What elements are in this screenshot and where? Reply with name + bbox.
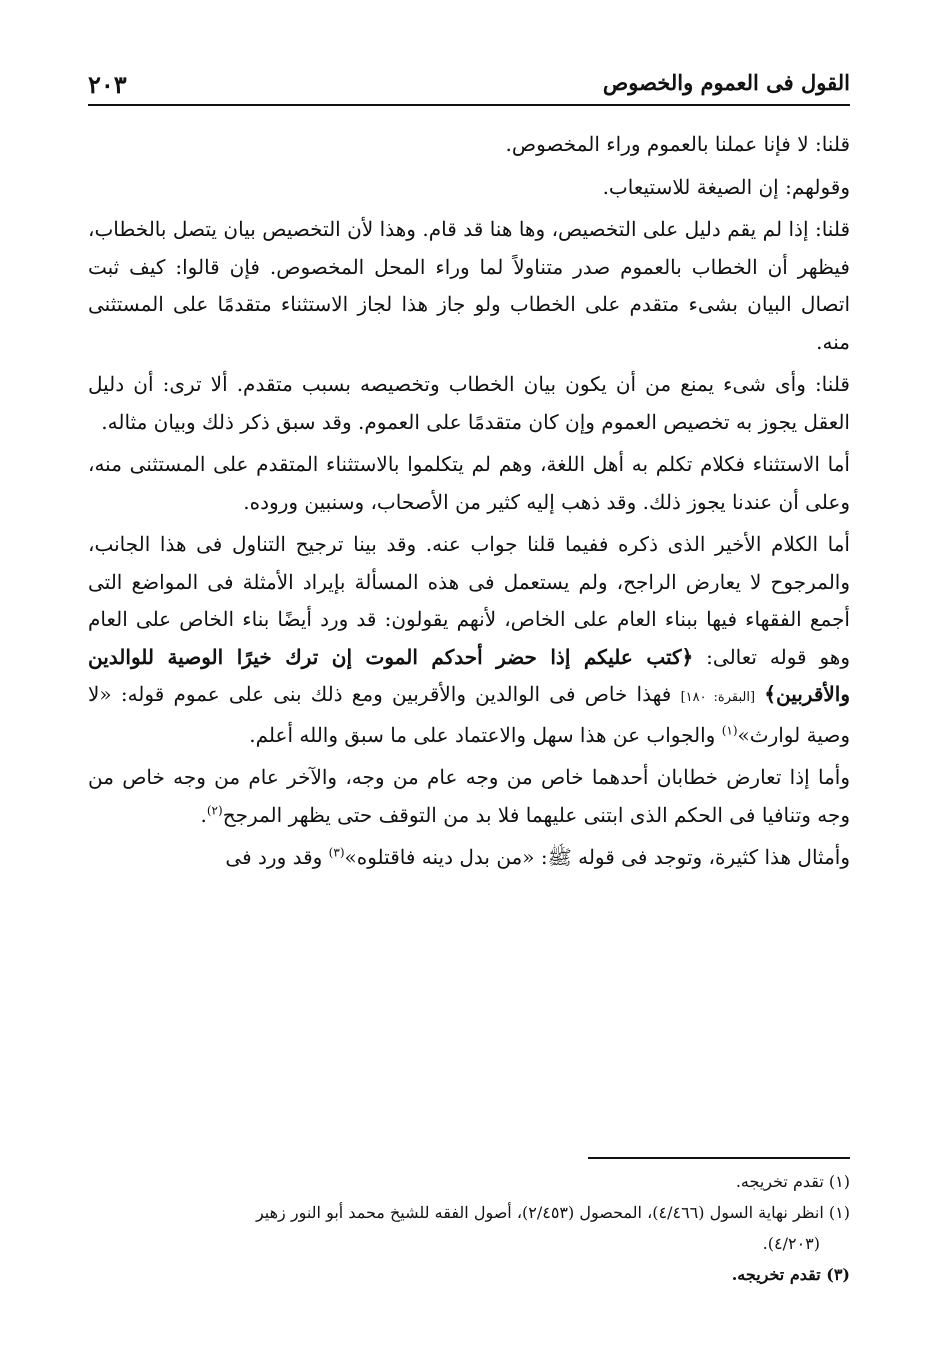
paragraph-8: [88, 839, 850, 877]
footnotes: [88, 1166, 850, 1290]
paragraph-6-text-c: والجواب عن هذا سهل والاعتماد على ما سبق والله أعلم.: [249, 722, 716, 747]
footnote-marker-1[interactable]: (١): [721, 722, 738, 737]
paragraph-7: [88, 759, 850, 834]
paragraph-2: وقولهم: إن الصيغة للاستيعاب.: [602, 174, 850, 199]
paragraph-6: [88, 526, 850, 754]
verse-reference: [البقرة: ١٨٠]: [680, 690, 756, 705]
paragraph-8-text-a: وأمثال هذا كثيرة، وتوجد فى قوله ﷺ: «من بدل دينه فاقتلوه»: [344, 845, 850, 869]
paragraph-6-text-a: أما الكلام الأخير الذى ذكره ففيما قلنا جواب عنه. وقد بينا ترجيح التناول فى هذا الجانب، والمرجوح لا يعارض الراجح، ولم يستعمل فى هذه المسألة بإيراد الأمثلة فى المواضع التى أجمع الفقهاء فيها ببناء العام على الخاص، لأنهم يقولون: قد ورد أيضًا بناء الخاص على العام وهو قوله تعالى:: [88, 532, 851, 669]
paragraph-8-text-b: وقد ورد فى: [225, 845, 323, 869]
footnote-2-continuation: (٤/٢٠٣).: [762, 1234, 820, 1253]
paragraph-7-text: وأما إذا تعارض خطابان أحدهما خاص من وجه عام من وجه، والآخر عام من وجه خاص من وجه وتنافيا فى الحكم الذى ابتنى عليهما فلا بد من التوقف حتى يظهر المرجح: [88, 765, 850, 827]
footnote-2: (١) انظر نهاية السول (٤/٤٦٦)، المحصول (٢/٤٥٣)، أصول الفقه للشيخ محمد أبو النور زهير: [255, 1203, 850, 1222]
running-head: القول فى العموم والخصوص: [602, 70, 850, 95]
footnote-divider: [588, 1157, 850, 1159]
paragraph-4: قلنا: وأى شىء يمنع من أن يكون بيان الخطاب وتخصيصه بسبب متقدم. ألا ترى: أن دليل العقل يجوز به تخصيص العموم وإن كان متقدمًا على العموم. وقد سبق ذكر ذلك وبيان مثاله.: [88, 372, 850, 434]
paragraph-1: قلنا: لا فإنا عملنا بالعموم وراء المخصوص.: [505, 132, 850, 156]
paragraph-7-end: .: [200, 802, 207, 827]
footnote-marker-3[interactable]: (٣): [328, 845, 345, 860]
footnote-marker-2[interactable]: (٢): [206, 802, 223, 817]
quran-verse: ﴿كتب عليكم إذا حضر أحدكم الموت إن ترك خيرًا الوصية للوالدين والأقربين﴾: [88, 644, 851, 706]
page-number: ٢٠٣: [88, 70, 127, 99]
paragraph-5: أما الاستثناء فكلام تكلم به أهل اللغة، وهم لم يتكلموا بالاستثناء المتقدم على المستثنى منه، وعلى أن عندنا يجوز ذلك. وقد ذهب إليه كثير من الأصحاب، وسنبين وروده.: [88, 452, 850, 514]
page-header: [88, 70, 850, 106]
main-text: [88, 126, 850, 882]
footnote-1: (١) تقدم تخريجه.: [735, 1172, 850, 1191]
paragraph-6-text-b: فهذا خاص فى الوالدين والأقربين ومع ذلك بنى على عموم قوله: «لا وصية لوارث»: [88, 682, 850, 747]
footnote-3: (٣) تقدم تخريجه.: [731, 1265, 850, 1284]
paragraph-3: قلنا: إذا لم يقم دليل على التخصيص، وها هنا قد قام. وهذا لأن التخصيص بيان يتصل بالخطاب، فيظهر أن الخطاب بالعموم صدر متناولاً لما وراء المحل المخصوص. فإن قالوا: كيف ثبت اتصال البيان بشىء متقدم على الخطاب ولو جاز هذا لجاز الاستثناء متقدمًا على المستثنى منه.: [88, 217, 850, 354]
